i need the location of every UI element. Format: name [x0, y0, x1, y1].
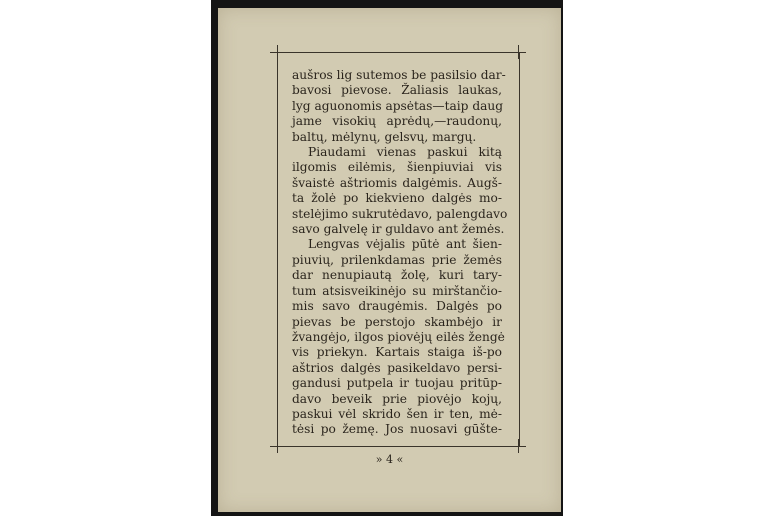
text-line: švaistė aštriomis dalgėmis. Augš-: [292, 175, 502, 190]
text-line: lyg aguonomis apsėtas—taip daug: [292, 98, 504, 113]
corner-tick: [277, 439, 278, 453]
text-line: Lengvas vėjalis pūtė ant šien-: [308, 237, 502, 252]
corner-tick: [277, 45, 278, 59]
corner-tick: [518, 45, 519, 59]
book-page: [218, 8, 561, 512]
text-line: tėsi po žemę. Jos nuosavi gūšte-: [292, 422, 502, 437]
text-line: aušros lig sutemos be pasilsio dar-: [292, 68, 506, 82]
text-line: baltų, mėlynų, gelsvų, margų.: [292, 129, 477, 144]
text-line: žvangėjo, ilgos piovėjų eilės žengė: [292, 329, 505, 344]
text-line: ta žolė po kiekvieno dalgės mo-: [292, 191, 502, 206]
text-line: tum atsisveikinėjo su mirštančio-: [292, 283, 502, 298]
text-line: ilgomis eilėmis, šienpiuviai vis: [292, 160, 502, 175]
text-line: gandusi putpela ir tuojau pritūp-: [292, 376, 502, 391]
text-line: dar nenupiautą žolę, kuri tary-: [292, 268, 502, 283]
text-line: savo galvelę ir guldavo ant žemės.: [292, 222, 505, 237]
corner-tick: [512, 52, 526, 53]
page-number: » 4 «: [375, 453, 404, 466]
text-line: vis priekyn. Kartais staiga iš-po: [292, 345, 502, 360]
text-line: stelėjimo sukrutėdavo, palengdavo: [292, 206, 508, 221]
text-line: davo beveik prie piovėjo kojų,: [292, 391, 502, 406]
text-line: mis savo draugėmis. Dalgės po: [292, 299, 502, 314]
text-line: jame visokių aprėdų,—raudonų,: [292, 114, 502, 129]
corner-tick: [518, 439, 519, 453]
text-line: bavosi pievose. Žaliasis laukas,: [292, 83, 502, 98]
body-text: [292, 68, 508, 438]
text-line: Piaudami vienas paskui kitą: [308, 145, 502, 160]
text-line: aštrios dalgės pasikeldavo persi-: [292, 360, 502, 375]
corner-tick: [512, 446, 526, 447]
text-line: paskui vėl skrido šen ir ten, mė-: [292, 406, 502, 421]
text-line: pievas be perstojo skambėjo ir: [292, 314, 502, 329]
text-line: piuvių, prilenkdamas prie žemės: [292, 252, 502, 267]
